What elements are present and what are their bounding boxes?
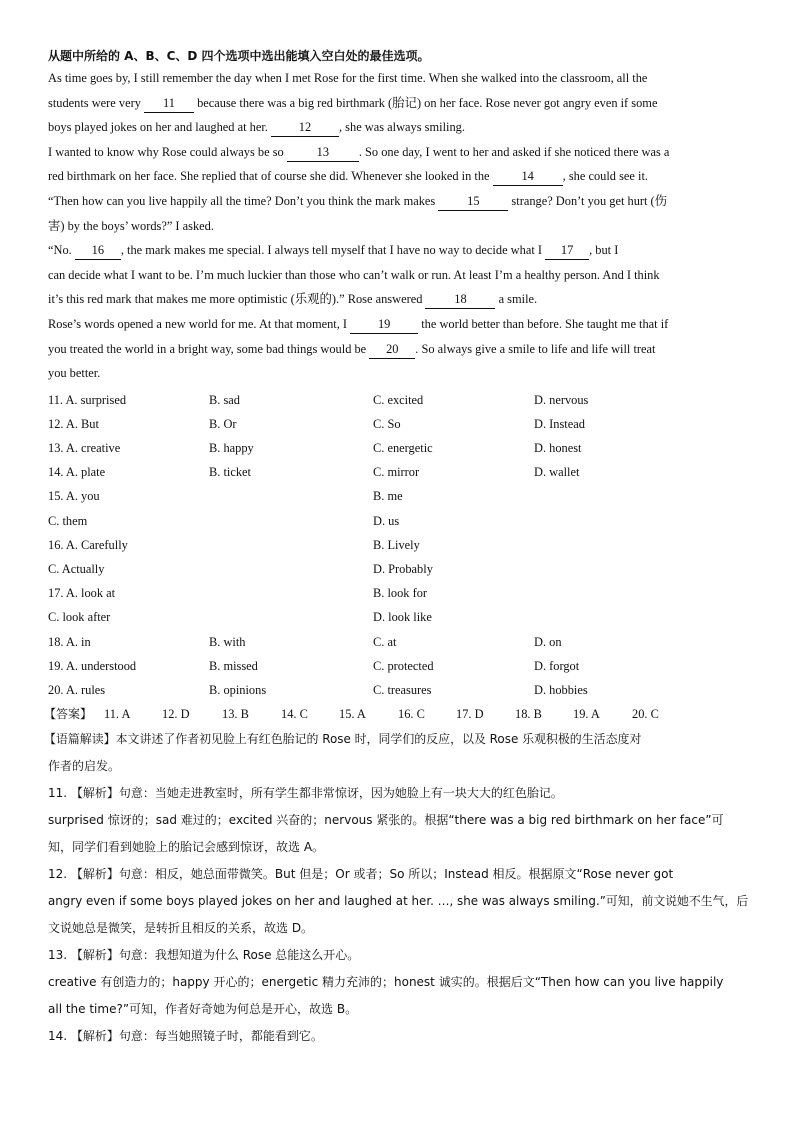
- option-row: 20. A. rules B. opinions C. treasures D. hobbies: [48, 682, 588, 697]
- blank-19: 19: [350, 315, 418, 334]
- blank-20: 20: [369, 340, 415, 359]
- blank-16: 16: [75, 241, 121, 260]
- answer-item: 20. C: [632, 707, 659, 722]
- passage-line: “No. 16 , the mark makes me special. I always tell myself that I have no way to decide what I 17 , but I: [48, 238, 748, 263]
- option-row: C. Actually D. Probably: [48, 562, 433, 577]
- worksheet-page: [44, 46, 749, 1050]
- analysis-line: creative 有创造力的；happy 开心的；energetic 精力充沛的；honest 诚实的。根据后文“Then how can you live happily: [48, 975, 724, 990]
- answer-item: 15. A: [339, 707, 366, 722]
- analysis-line: all the time?”可知，作者好奇她为何总是开心，故选 B。: [48, 1002, 358, 1017]
- answer-label: 【答案】: [44, 707, 93, 722]
- passage-summary: 【语篇解读】本文讲述了作者初见脸上有红色胎记的 Rose 时，同学们的反应，以及 Rose 乐观积极的生活态度对 作者的启发。: [44, 732, 642, 774]
- option-row: 18. A. in B. with C. at D. on: [48, 634, 562, 649]
- analysis-line: 12. 【解析】句意：相反，她总面带微笑。But 但是；Or 或者；So 所以；Instead 相反。根据原文“Rose never got: [48, 867, 674, 882]
- passage-line: you treated the world in a bright way, some bad things would be 20 . So always give a smile to life and life will treat: [48, 337, 748, 362]
- blank-13: 13: [287, 143, 359, 162]
- passage-line: you better.: [48, 366, 101, 381]
- answer-item: 14. C: [281, 707, 308, 722]
- analysis-line: angry even if some boys played jokes on her and laughed at her. …, she was always smiling.”可知，前文说她不生气，后: [48, 894, 749, 909]
- passage-line: 害) by the boys’ words?” I asked.: [48, 218, 214, 233]
- analysis-section: [48, 780, 748, 1050]
- answer-item: 13. B: [222, 707, 249, 722]
- answer-item: 11. A: [104, 707, 131, 722]
- option-row: C. look after D. look like: [48, 610, 432, 625]
- option-row: 17. A. look at B. look for: [48, 586, 428, 601]
- answer-item: 12. D: [162, 707, 190, 722]
- analysis-line: 11. 【解析】句意：当她走进教室时，所有学生都非常惊讶，因为她脸上有一块大大的红色胎记。: [48, 786, 563, 801]
- answer-item: 18. B: [515, 707, 542, 722]
- analysis-line: 14. 【解析】句意：每当她照镜子时，都能看到它。: [48, 1029, 323, 1044]
- answer-key: [44, 702, 748, 726]
- analysis-line: surprised 惊讶的；sad 难过的；excited 兴奋的；nervous 紧张的。根据“there was a big red birthmark on her face”可: [48, 813, 724, 828]
- passage-line: Rose’s words opened a new world for me. At that moment, I 19 the world better than before. She taught me that if: [48, 312, 748, 337]
- passage-line: As time goes by, I still remember the day when I met Rose for the first time. When she walked into the classroom, all the: [48, 71, 648, 85]
- blank-18: 18: [425, 290, 495, 309]
- option-row: 16. A. Carefully B. Lively: [48, 537, 420, 552]
- option-row: 14. A. plate B. ticket C. mirror D. wallet: [48, 465, 580, 480]
- blank-11: 11: [144, 94, 194, 113]
- option-row: 19. A. understood B. missed C. protected D. forgot: [48, 658, 580, 673]
- passage-line: I wanted to know why Rose could always be so 13 . So one day, I went to her and asked if she noticed there was a: [48, 140, 748, 165]
- analysis-line: 13. 【解析】句意：我想知道为什么 Rose 总能这么开心。: [48, 948, 360, 963]
- passage-line: can decide what I want to be. I’m much luckier than those who can’t walk or run. At least I’m a healthy person. And I think: [48, 267, 660, 282]
- passage-line: students were very 11 because there was a big red birthmark (胎记) on her face. Rose never got angry even if some: [48, 91, 748, 116]
- passage: [48, 66, 748, 386]
- option-row: C. them D. us: [48, 513, 400, 528]
- option-row: 15. A. you B. me: [48, 489, 403, 504]
- passage-line: red birthmark on her face. She replied that of course she did. Whenever she looked in the 14 , she could see it.: [48, 164, 748, 189]
- blank-15: 15: [438, 192, 508, 211]
- option-row: 11. A. surprised B. sad C. excited D. nervous: [48, 392, 589, 407]
- passage-line: it’s this red mark that makes me more optimistic (乐观的).” Rose answered 18 a smile.: [48, 287, 748, 312]
- answer-item: 17. D: [456, 707, 484, 722]
- passage-line: boys played jokes on her and laughed at her. 12 , she was always smiling.: [48, 115, 748, 140]
- blank-12: 12: [271, 118, 339, 137]
- analysis-line: 知，同学们看到她脸上的胎记会感到惊讶，故选 A。: [48, 840, 325, 855]
- option-row: 12. A. But B. Or C. So D. Instead: [48, 416, 585, 431]
- instruction: 从题中所给的 A、B、C、D 四个选项中选出能填入空白处的最佳选项。: [48, 49, 430, 63]
- passage-line: “Then how can you live happily all the time? Don’t you think the mark makes 15 strange? Don’t you get hurt (伤: [48, 189, 748, 214]
- answer-item: 16. C: [398, 707, 425, 722]
- analysis-line: 文说她总是微笑，是转折且相反的关系，故选 D。: [48, 921, 314, 936]
- blank-14: 14: [493, 167, 563, 186]
- option-row: 13. A. creative B. happy C. energetic D. honest: [48, 441, 582, 456]
- options-list: [48, 388, 748, 702]
- blank-17: 17: [545, 241, 589, 260]
- answer-item: 19. A: [573, 707, 600, 722]
